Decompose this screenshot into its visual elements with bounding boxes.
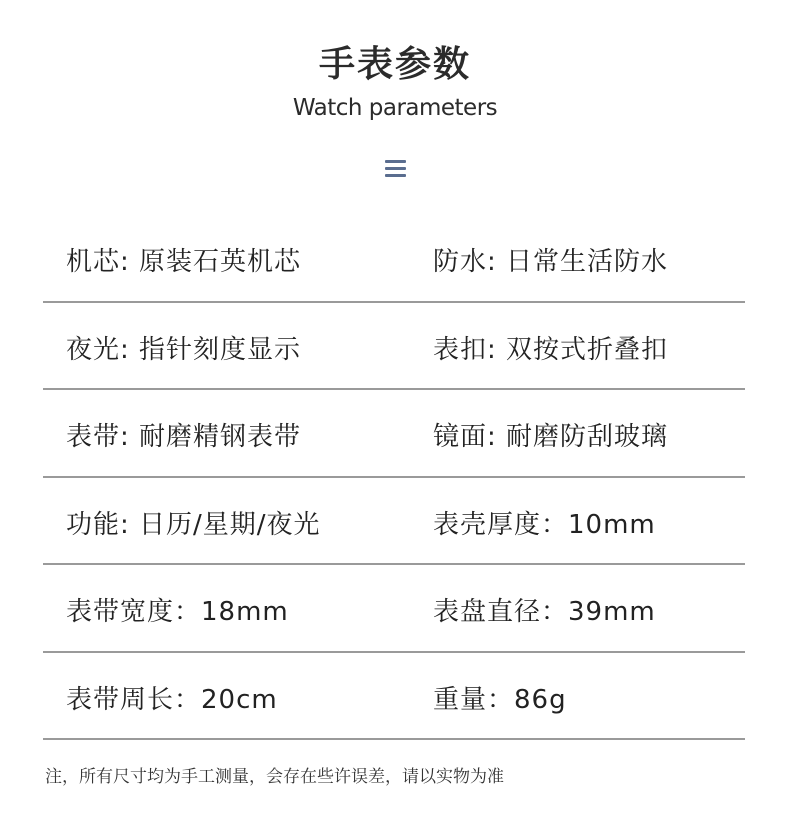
param-row xyxy=(43,653,745,741)
footnote: 注，所有尺寸均为手工测量，会存在些许误差，请以实物为准 xyxy=(45,767,504,787)
param-weight: 重量：86g xyxy=(433,684,567,715)
param-dial-diameter: 表盘直径：39mm xyxy=(433,597,656,627)
param-functions: 功能: 日历/星期/夜光 xyxy=(66,509,321,540)
parameter-table xyxy=(43,215,745,740)
page-title-cn: 手表参数 xyxy=(318,44,471,85)
param-crystal: 镜面: 耐磨防刮玻璃 xyxy=(433,422,669,452)
param-row xyxy=(43,565,745,653)
param-row xyxy=(43,303,745,391)
param-water-resistance: 防水: 日常生活防水 xyxy=(433,247,669,277)
param-case-thickness: 表壳厚度：10mm xyxy=(433,509,656,540)
param-row xyxy=(43,390,745,478)
param-row xyxy=(43,478,745,566)
param-strap-length: 表带周长：20cm xyxy=(66,684,278,715)
param-strap: 表带: 耐磨精钢表带 xyxy=(66,422,302,452)
param-strap-width: 表带宽度：18mm xyxy=(66,597,289,627)
param-luminous: 夜光: 指针刻度显示 xyxy=(66,334,302,365)
param-row xyxy=(43,215,745,303)
page-title-en: Watch parameters xyxy=(292,95,498,121)
param-clasp: 表扣: 双按式折叠扣 xyxy=(433,334,669,365)
menu-icon xyxy=(385,160,406,178)
param-movement: 机芯: 原装石英机芯 xyxy=(66,247,302,277)
